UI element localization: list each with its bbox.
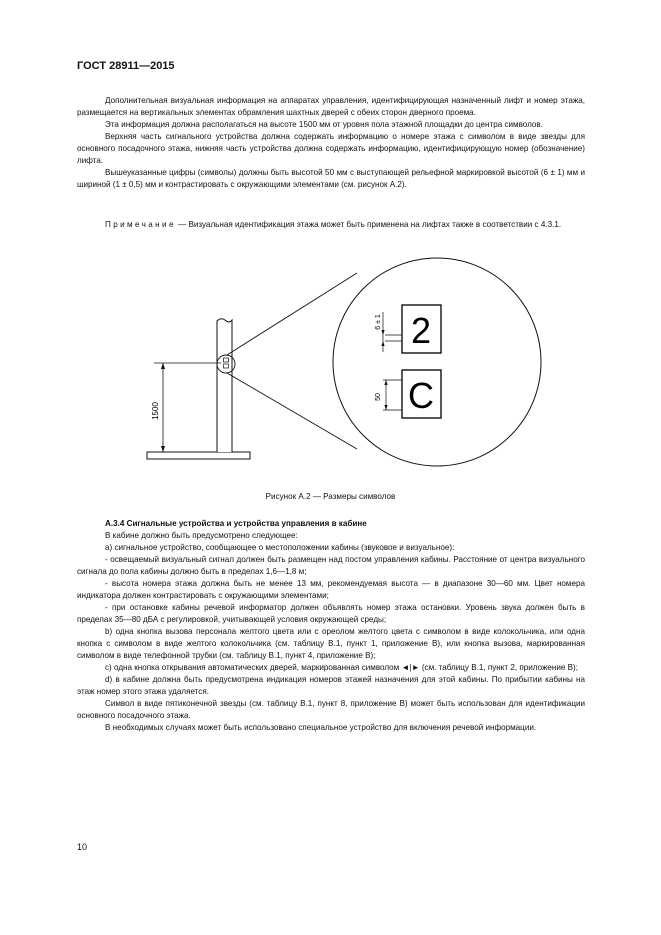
dimension-label-1500: 1500 (151, 402, 160, 420)
floor-slab (147, 452, 250, 459)
symbol-digit: 2 (410, 310, 432, 351)
dimension-label-relief: 6 ± 1 (375, 314, 382, 330)
dimension-label-50: 50 (375, 393, 382, 401)
section-paragraph: Символ в виде пятиконечной звезды (см. таблицу В.1, пункт 8, приложение В) может быть использован для идентификации основного посадочного этажа. (77, 699, 585, 720)
section-paragraph: а) сигнальное устройство, сообщающее о местоположении кабины (звуковое и визуальное): (105, 543, 455, 552)
section-paragraph: - освещаемый визуальный сигнал должен быть размещен над постом управления кабины. Расстояние от центра визуального сигнала до пола кабины должно быть в пределах 1,6—1,8 м; (77, 555, 585, 576)
symbol-letter: С (408, 375, 434, 416)
section-paragraph: d) в кабине должна быть предусмотрена индикация номеров этажей назначения для этой кабины. По прибытии кабины на этаж номер этого этажа удаляется. (77, 675, 585, 696)
figure-caption: Рисунок А.2 — Размеры символов (265, 492, 396, 501)
section-paragraph: b) одна кнопка вызова персонала желтого цвета или с ореолом желтого цвета с символом в виде колокольчика, или одна кнопка с символом в виде желтого колокольчика (см. таблицу В.1, пункт 1, приложение В), или кнопка вызова, маркированная символом в виде телефонной трубки (см. таблицу В.1, пункт 4, приложение В); (77, 627, 585, 660)
note-text: — Визуальная идентификация этажа может быть применена на лифтах также в соответствии с 4.3.1. (175, 220, 562, 229)
intro-paragraph: Эта информация должна располагаться на высоте 1500 мм от уровня пола этажной площадки до центра символов. (105, 120, 543, 129)
intro-paragraph: Дополнительная визуальная информация на аппаратах управления, идентифицирующая назначенный лифт и номер этажа, размещается на вертикальных элементах обрамления шахтных дверей с обеих сторон дверного проема. (77, 96, 585, 117)
page-number: 10 (77, 842, 88, 852)
note-label: Примечание (105, 220, 176, 229)
section-paragraph: - при остановке кабины речевой информатор должен объявлять номер этажа остановки. Уровень звука должен быть в пределах 35—80 дБА с регулировкой, учитывающей условия окружающей среды; (77, 603, 585, 624)
section-paragraph: В необходимых случаях может быть использовано специальное устройство для включения речевой информации. (105, 723, 537, 732)
frame-post (217, 319, 232, 452)
intro-paragraph: Верхняя часть сигнального устройства должна содержать информацию о номере этажа с символом в виде звезды для основного посадочного этажа, нижняя часть устройства должна содержать информацию, идентифицирующую номер (обозначение) лифта. (77, 132, 585, 165)
section-a34 (77, 518, 585, 734)
section-paragraph: c) одна кнопка открывания автоматических дверей, маркированная символом ◄|► (см. таблицу В.1, пункт 2, приложение В); (105, 663, 578, 672)
magnified-detail-circle (333, 258, 541, 466)
section-paragraph: - высота номера этажа должна быть не менее 13 мм, рекомендуемая высота — в диапазоне 30—60 мм. Цвет номера индикатора должен контрастировать с окружающими элементами; (77, 579, 585, 600)
section-paragraph: В кабине должно быть предусмотрено следующее: (105, 531, 298, 540)
section-heading: А.3.4 Сигнальные устройства и устройства управления в кабине (105, 519, 367, 528)
document-header: ГОСТ 28911—2015 (77, 60, 175, 72)
intro-paragraph: Вышеуказанные цифры (символы) должны быть высотой 50 мм с выступающей рельефной маркировкой высотой (6 ± 1) мм и шириной (1 ± 0,5) мм и контрастировать с окружающими элементами (см. рисунок А.2). (77, 168, 585, 189)
